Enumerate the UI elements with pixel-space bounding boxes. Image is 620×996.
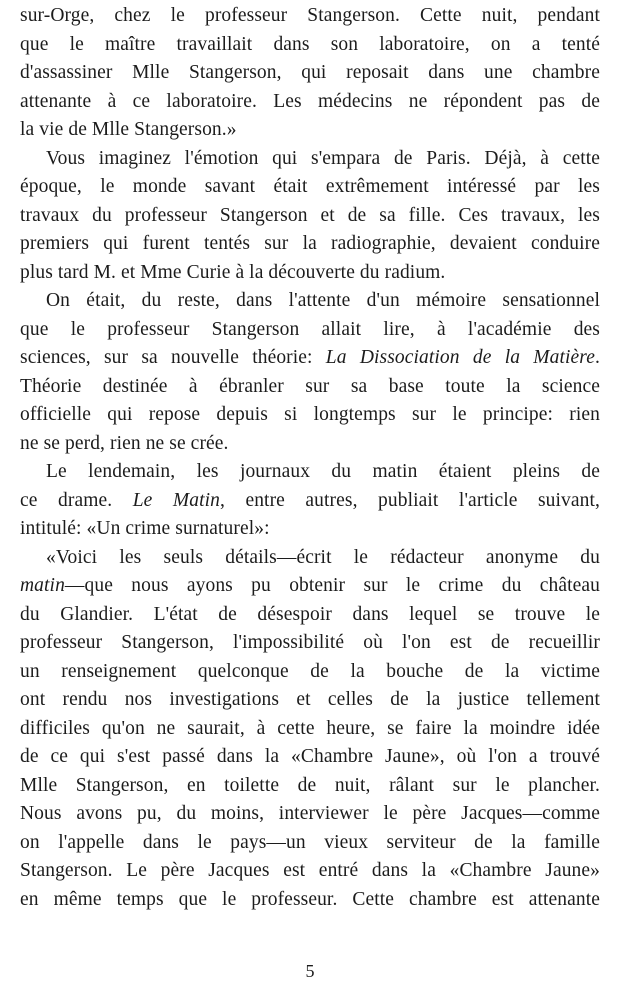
text-line xyxy=(20,373,600,402)
text-segment: Théorie destinée à ébranler sur sa base toute la science xyxy=(20,375,600,397)
text-line xyxy=(20,230,600,259)
text-segment: Vous imaginez l'émotion qui s'empara de Paris. Déjà, à cette xyxy=(46,147,600,169)
text-line xyxy=(20,173,600,202)
text-line xyxy=(20,2,600,31)
text-line xyxy=(20,116,600,145)
text-line xyxy=(20,59,600,88)
text-line xyxy=(20,686,600,715)
text-segment: du Glandier. L'état de désespoir dans lequel se trouve le xyxy=(20,603,600,625)
italic-text: La Dissociation de la Matière xyxy=(325,347,595,368)
text-line xyxy=(20,202,600,231)
text-line xyxy=(20,259,600,288)
text-segment: que le professeur Stangerson allait lire, à l'académie des xyxy=(20,318,600,340)
text-segment: ce drame. xyxy=(20,489,133,511)
text-segment: sciences, sur sa nouvelle théorie: xyxy=(20,347,326,368)
text-line xyxy=(20,629,600,658)
text-segment: , entre autres, publiait l'article suivant, xyxy=(219,489,600,511)
text-line xyxy=(20,401,600,430)
text-segment: époque, le monde savant était extrêmement intéressé par les xyxy=(20,176,600,197)
text-line xyxy=(20,743,600,772)
text-segment: premiers qui furent tentés sur la radiographie, devaient conduire xyxy=(20,233,600,254)
text-segment: Stangerson. Le père Jacques est entré dans la «Chambre Jaune» xyxy=(20,860,600,881)
text-segment: officielle qui repose depuis si longtemps sur le principe: rien xyxy=(20,404,600,425)
text-line xyxy=(20,88,600,117)
text-segment: plus tard M. et Mme Curie à la découverte du radium. xyxy=(20,261,446,283)
text-segment: Le lendemain, les journaux du matin étaient pleins de xyxy=(46,461,600,482)
text-line xyxy=(20,344,600,373)
text-line xyxy=(20,601,600,630)
text-segment: On était, du reste, dans l'attente d'un mémoire sensationnel xyxy=(46,290,600,311)
italic-text: Le Matin xyxy=(132,489,220,511)
text-segment: d'assassiner Mlle Stangerson, qui reposait dans une chambre xyxy=(20,62,600,83)
text-line xyxy=(20,145,600,174)
text-segment: sur-Orge, chez le professeur Stangerson. Cette nuit, pendant xyxy=(20,5,600,26)
text-segment: ont rendu nos investigations et celles de la justice tellement xyxy=(20,689,600,710)
text-segment: que le maître travaillait dans son laboratoire, on a tenté xyxy=(20,33,600,55)
text-segment: travaux du professeur Stangerson et de sa fille. Ces travaux, les xyxy=(20,204,600,226)
text-segment: en même temps que le professeur. Cette chambre est attenante xyxy=(20,888,600,910)
text-segment: intitulé: «Un crime surnaturel»: xyxy=(20,518,270,539)
text-line xyxy=(20,772,600,801)
text-segment: un renseignement quelconque de la bouche de la victime xyxy=(20,660,600,682)
text-segment: . xyxy=(595,347,600,368)
text-line xyxy=(20,715,600,744)
text-segment: Nous avons pu, du moins, interviewer le père Jacques—comme xyxy=(20,803,600,824)
text-line xyxy=(20,800,600,829)
text-segment: —que nous ayons pu obtenir sur le crime du château xyxy=(64,575,600,596)
text-line xyxy=(20,544,600,573)
text-segment: de ce qui s'est passé dans la «Chambre Jaune», où l'on a trouvé xyxy=(20,746,600,767)
text-line xyxy=(20,31,600,60)
text-line xyxy=(20,287,600,316)
text-segment: difficiles qu'on ne saurait, à cette heure, se faire la moindre idée xyxy=(20,717,600,739)
text-segment: «Voici les seuls détails—écrit le rédacteur anonyme du xyxy=(46,546,600,568)
text-line xyxy=(20,572,600,601)
text-segment: Mlle Stangerson, en toilette de nuit, râlant sur le plancher. xyxy=(20,774,600,796)
body-text xyxy=(20,2,600,914)
text-line xyxy=(20,487,600,516)
text-line xyxy=(20,430,600,459)
text-segment: on l'appelle dans le pays—un vieux serviteur de la famille xyxy=(20,831,600,853)
text-line xyxy=(20,515,600,544)
italic-text: matin xyxy=(20,575,65,596)
text-line xyxy=(20,829,600,858)
text-line xyxy=(20,316,600,345)
text-line xyxy=(20,658,600,687)
text-segment: professeur Stangerson, l'impossibilité où l'on est de recueillir xyxy=(20,632,600,653)
text-line xyxy=(20,857,600,886)
text-segment: attenante à ce laboratoire. Les médecins ne répondent pas de xyxy=(20,90,600,112)
text-segment: ne se perd, rien ne se crée. xyxy=(20,432,229,454)
text-line xyxy=(20,458,600,487)
page-number: 5 xyxy=(305,961,315,981)
text-segment: la vie de Mlle Stangerson.» xyxy=(20,119,237,140)
text-line xyxy=(20,886,600,915)
